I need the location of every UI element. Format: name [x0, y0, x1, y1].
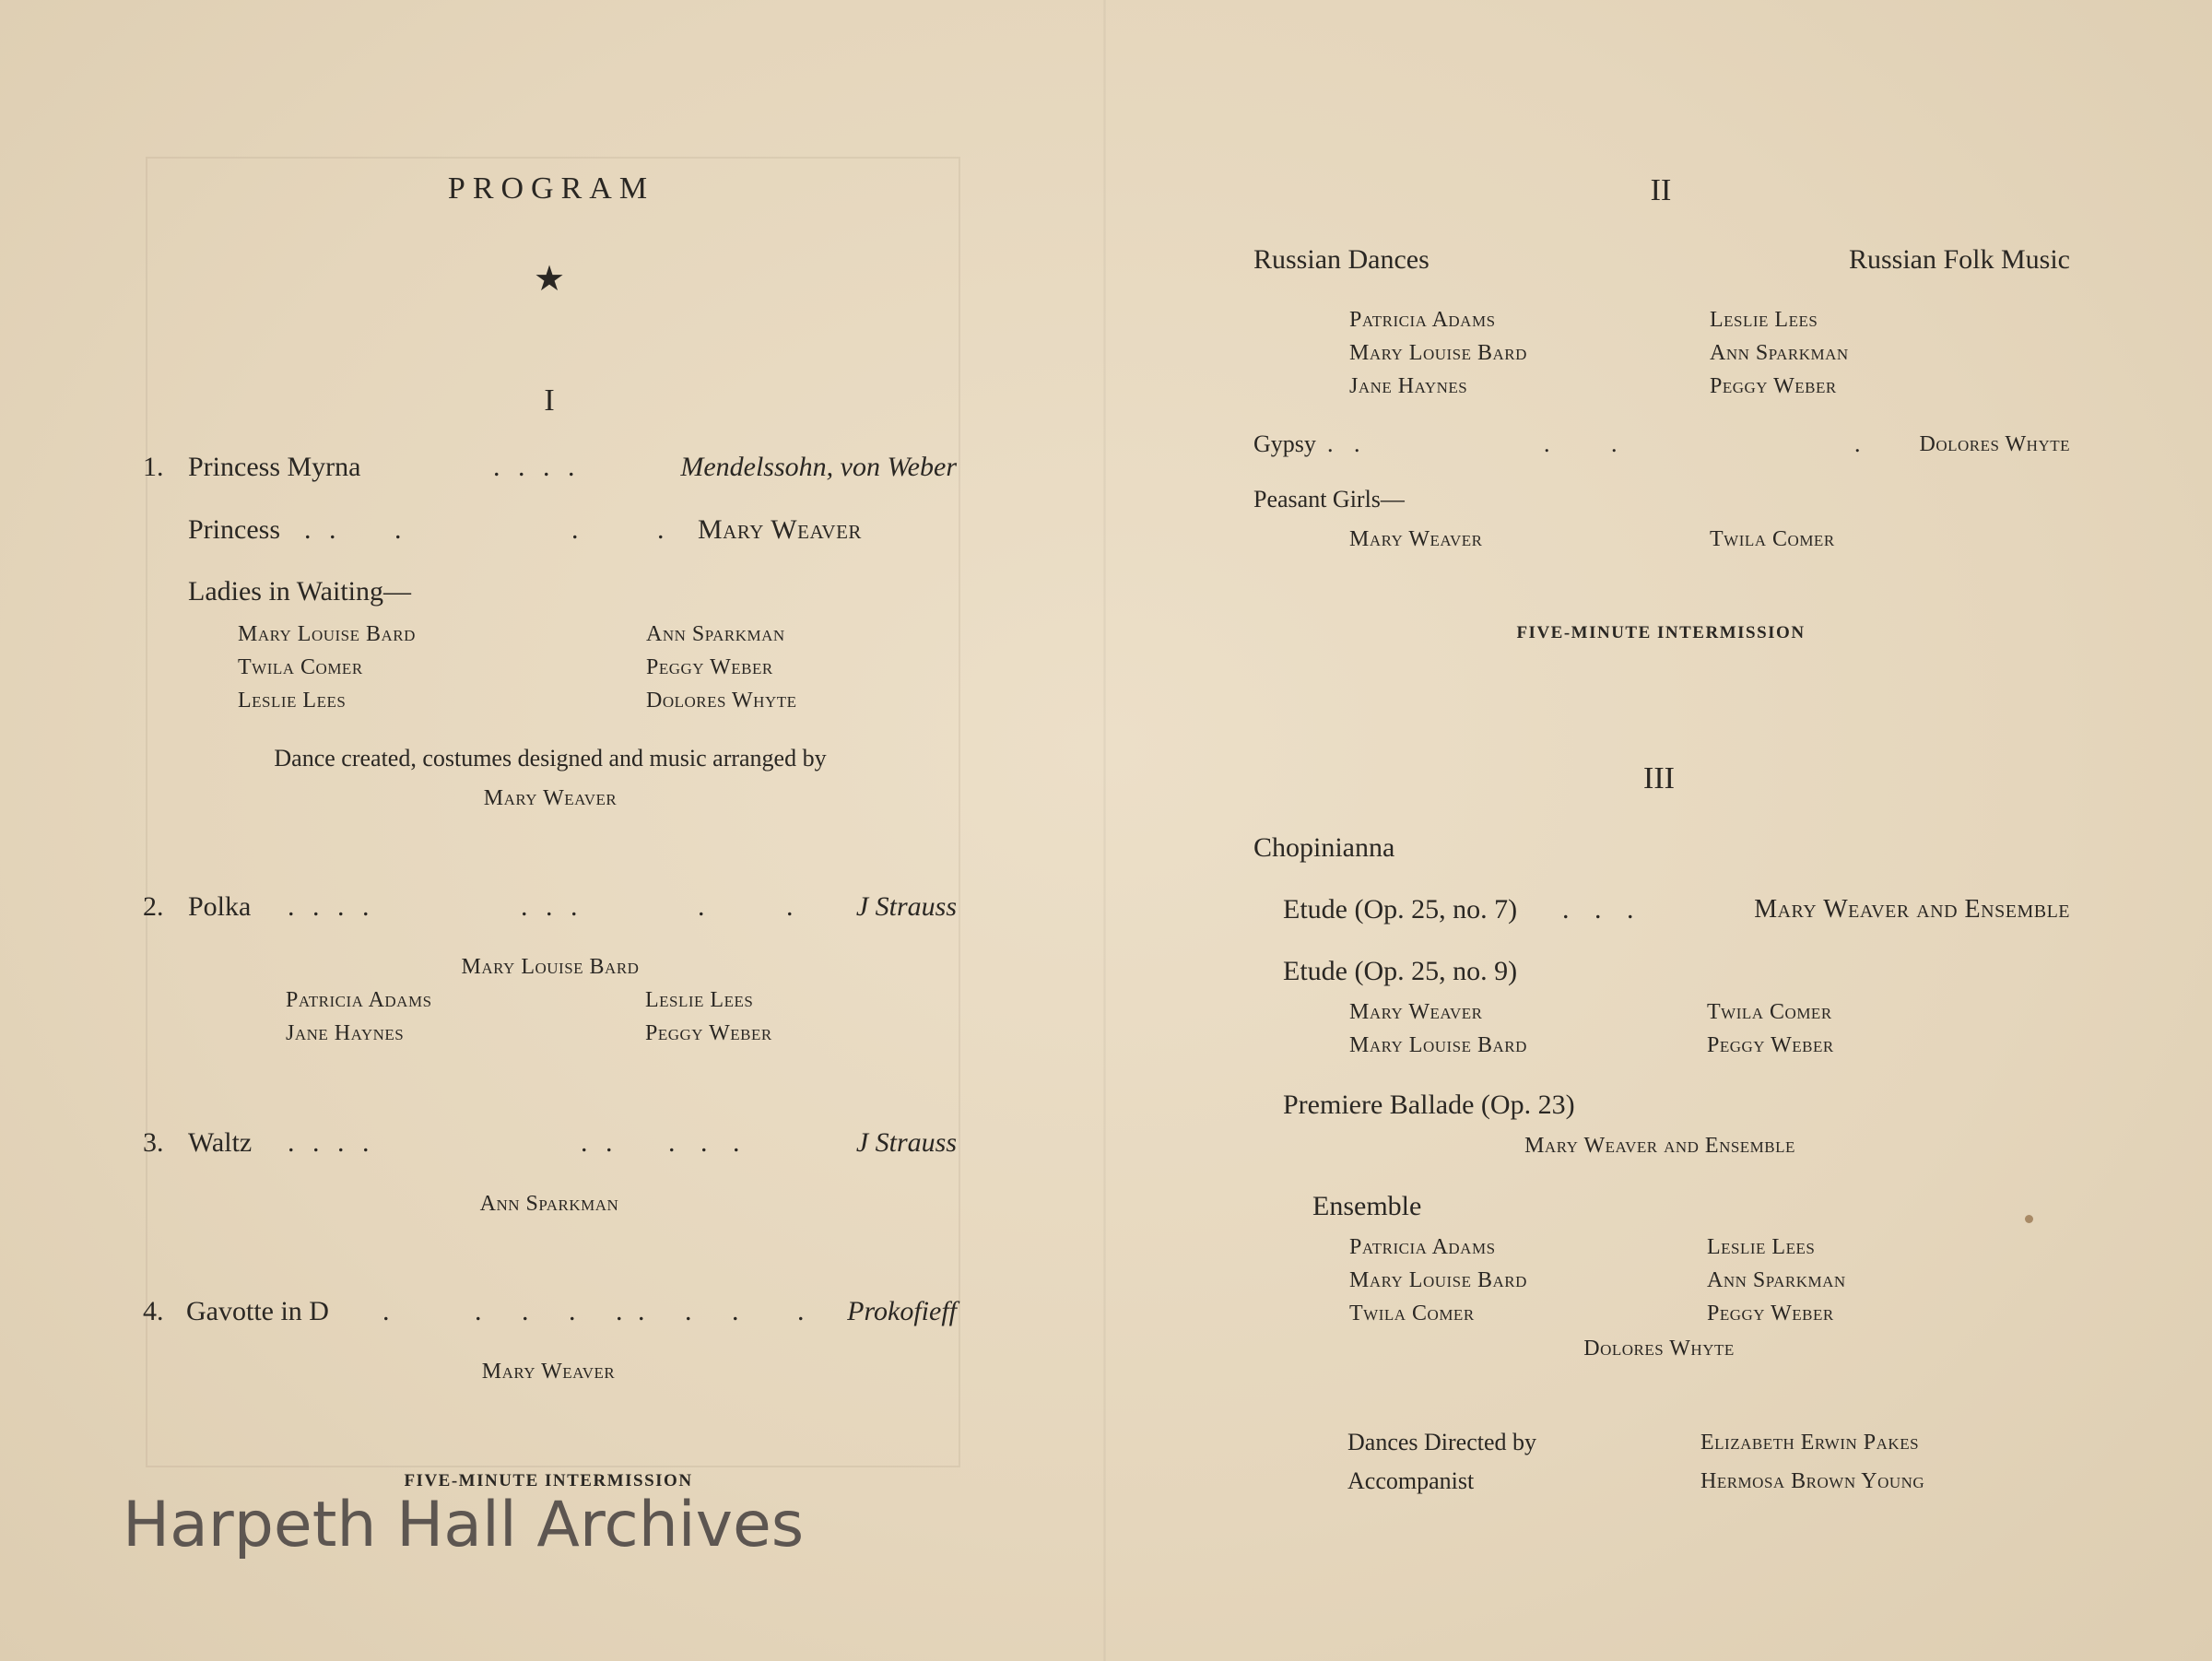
- intermission-note: FIVE-MINUTE INTERMISSION: [1516, 623, 1806, 642]
- performer-name: Ann Sparkman: [1710, 341, 1849, 365]
- performer-name: Mary Weaver: [698, 514, 862, 545]
- program-heading: PROGRAM: [447, 171, 655, 206]
- performer-name: Peggy Weber: [645, 1021, 772, 1045]
- leader-dots: .: [698, 891, 705, 922]
- performer-name: Leslie Lees: [1707, 1235, 1816, 1259]
- performer-name: Dolores Whyte: [1919, 432, 2070, 456]
- intermission-note: FIVE-MINUTE INTERMISSION: [404, 1471, 693, 1490]
- credit-label: Dances Directed by: [1347, 1429, 1537, 1455]
- performer-name: Patricia Adams: [286, 988, 432, 1012]
- item-number: 1.: [143, 452, 164, 482]
- performer-name: Ann Sparkman: [646, 622, 785, 646]
- performer-name: Twila Comer: [1349, 1302, 1475, 1325]
- item-title: Polka: [188, 891, 252, 922]
- performer-name: Mary Weaver and Ensemble: [1754, 895, 2070, 924]
- performer-name: Jane Haynes: [1349, 374, 1468, 398]
- item-number: 2.: [143, 891, 164, 922]
- leader-dots: . . . .: [475, 1296, 640, 1326]
- role-label: Gypsy: [1253, 430, 1316, 457]
- credit-name: Mary Weaver: [483, 786, 618, 810]
- piece-title: Etude (Op. 25, no. 9): [1283, 956, 1518, 986]
- leader-dots: . . .: [668, 1127, 749, 1158]
- performer-name: Peggy Weber: [646, 655, 773, 679]
- item-number: 3.: [143, 1127, 164, 1158]
- performer-name: Mary Louise Bard: [238, 622, 416, 646]
- section-heading-ii: II: [1650, 173, 1672, 207]
- leader-dots: . .: [304, 514, 342, 545]
- credit-name: Hermosa Brown Young: [1700, 1469, 1925, 1493]
- credit-label: Accompanist: [1347, 1467, 1475, 1494]
- performer-name: Patricia Adams: [1349, 1235, 1496, 1259]
- leader-dots: . . .: [521, 891, 583, 922]
- credit-line: Dance created, costumes designed and music arranged by: [274, 745, 827, 772]
- performer-name: Mary Weaver: [1349, 1000, 1483, 1024]
- performer-name: Mary Louise Bard: [1349, 1268, 1527, 1292]
- leader-dots: .: [382, 1296, 390, 1326]
- center-fold: [1103, 0, 1106, 1661]
- item-title: Waltz: [188, 1127, 253, 1158]
- item-composer: J Strauss: [855, 891, 957, 922]
- section-heading-i: I: [544, 383, 555, 418]
- performer-name: Mary Louise Bard: [461, 955, 640, 979]
- leader-dots: .: [797, 1296, 805, 1326]
- performer-name: Mary Weaver and Ensemble: [1524, 1134, 1795, 1158]
- leader-dots: . . .: [638, 1296, 756, 1326]
- performer-name: Leslie Lees: [645, 988, 754, 1012]
- leader-dots: . .: [581, 1127, 618, 1158]
- role-label: Peasant Girls—: [1253, 486, 1405, 512]
- leader-dots: .: [571, 514, 579, 545]
- performer-name: Twila Comer: [1707, 1000, 1832, 1024]
- item-composer: Mendelssohn, von Weber: [680, 452, 957, 482]
- star-ornament: ★: [533, 260, 566, 299]
- performer-name: Peggy Weber: [1707, 1302, 1834, 1325]
- leader-dots: . .: [1327, 430, 1368, 457]
- leader-dots: .: [394, 514, 402, 545]
- piece-title: Premiere Ballade (Op. 23): [1283, 1090, 1575, 1120]
- performer-name: Jane Haynes: [286, 1021, 405, 1045]
- performer-name: Ann Sparkman: [1707, 1268, 1846, 1292]
- performer-name: Mary Louise Bard: [1349, 1033, 1527, 1057]
- performer-name: Leslie Lees: [238, 689, 347, 713]
- item-composer: Prokofieff: [847, 1296, 957, 1326]
- performer-name: Mary Weaver: [481, 1360, 616, 1384]
- performer-name: Twila Comer: [1710, 527, 1835, 551]
- bleed-through-frame: [146, 157, 960, 1467]
- performer-name: Dolores Whyte: [646, 689, 797, 713]
- leader-dots: . . . .: [493, 452, 581, 482]
- leader-dots: . . . .: [288, 1127, 375, 1158]
- leader-dots: .: [657, 514, 665, 545]
- performer-name: Mary Weaver: [1349, 527, 1483, 551]
- item-number: 4.: [143, 1296, 164, 1326]
- role-label: Princess: [188, 514, 280, 545]
- performer-name: Peggy Weber: [1710, 374, 1837, 398]
- performer-name: Leslie Lees: [1710, 308, 1818, 332]
- leader-dots: . . . .: [288, 891, 375, 922]
- dance-title: Russian Dances: [1253, 244, 1430, 275]
- section-heading-iii: III: [1643, 761, 1675, 795]
- piece-title: Etude (Op. 25, no. 7): [1283, 894, 1518, 925]
- role-label: Ensemble: [1312, 1191, 1422, 1221]
- item-title: Gavotte in D: [186, 1296, 329, 1326]
- performer-name: Peggy Weber: [1707, 1033, 1834, 1057]
- paper-spot: [2025, 1215, 2033, 1223]
- item-composer: J Strauss: [855, 1127, 957, 1158]
- leader-dots: .: [786, 891, 794, 922]
- performer-name: Twila Comer: [238, 655, 363, 679]
- leader-dots: . .: [1544, 430, 1645, 457]
- leader-dots: . . .: [1562, 894, 1643, 925]
- role-label: Ladies in Waiting—: [188, 576, 411, 607]
- dance-title: Chopinianna: [1253, 832, 1395, 863]
- performer-name: Ann Sparkman: [479, 1192, 619, 1216]
- credit-name: Elizabeth Erwin Pakes: [1700, 1431, 1920, 1455]
- leader-dots: .: [1854, 430, 1861, 457]
- performer-name: Patricia Adams: [1349, 308, 1496, 332]
- item-title: Princess Myrna: [188, 452, 361, 482]
- performer-name: Mary Louise Bard: [1349, 341, 1527, 365]
- music-source: Russian Folk Music: [1848, 244, 2070, 275]
- performer-name: Dolores Whyte: [1583, 1337, 1735, 1361]
- archive-watermark: Harpeth Hall Archives: [123, 1489, 805, 1561]
